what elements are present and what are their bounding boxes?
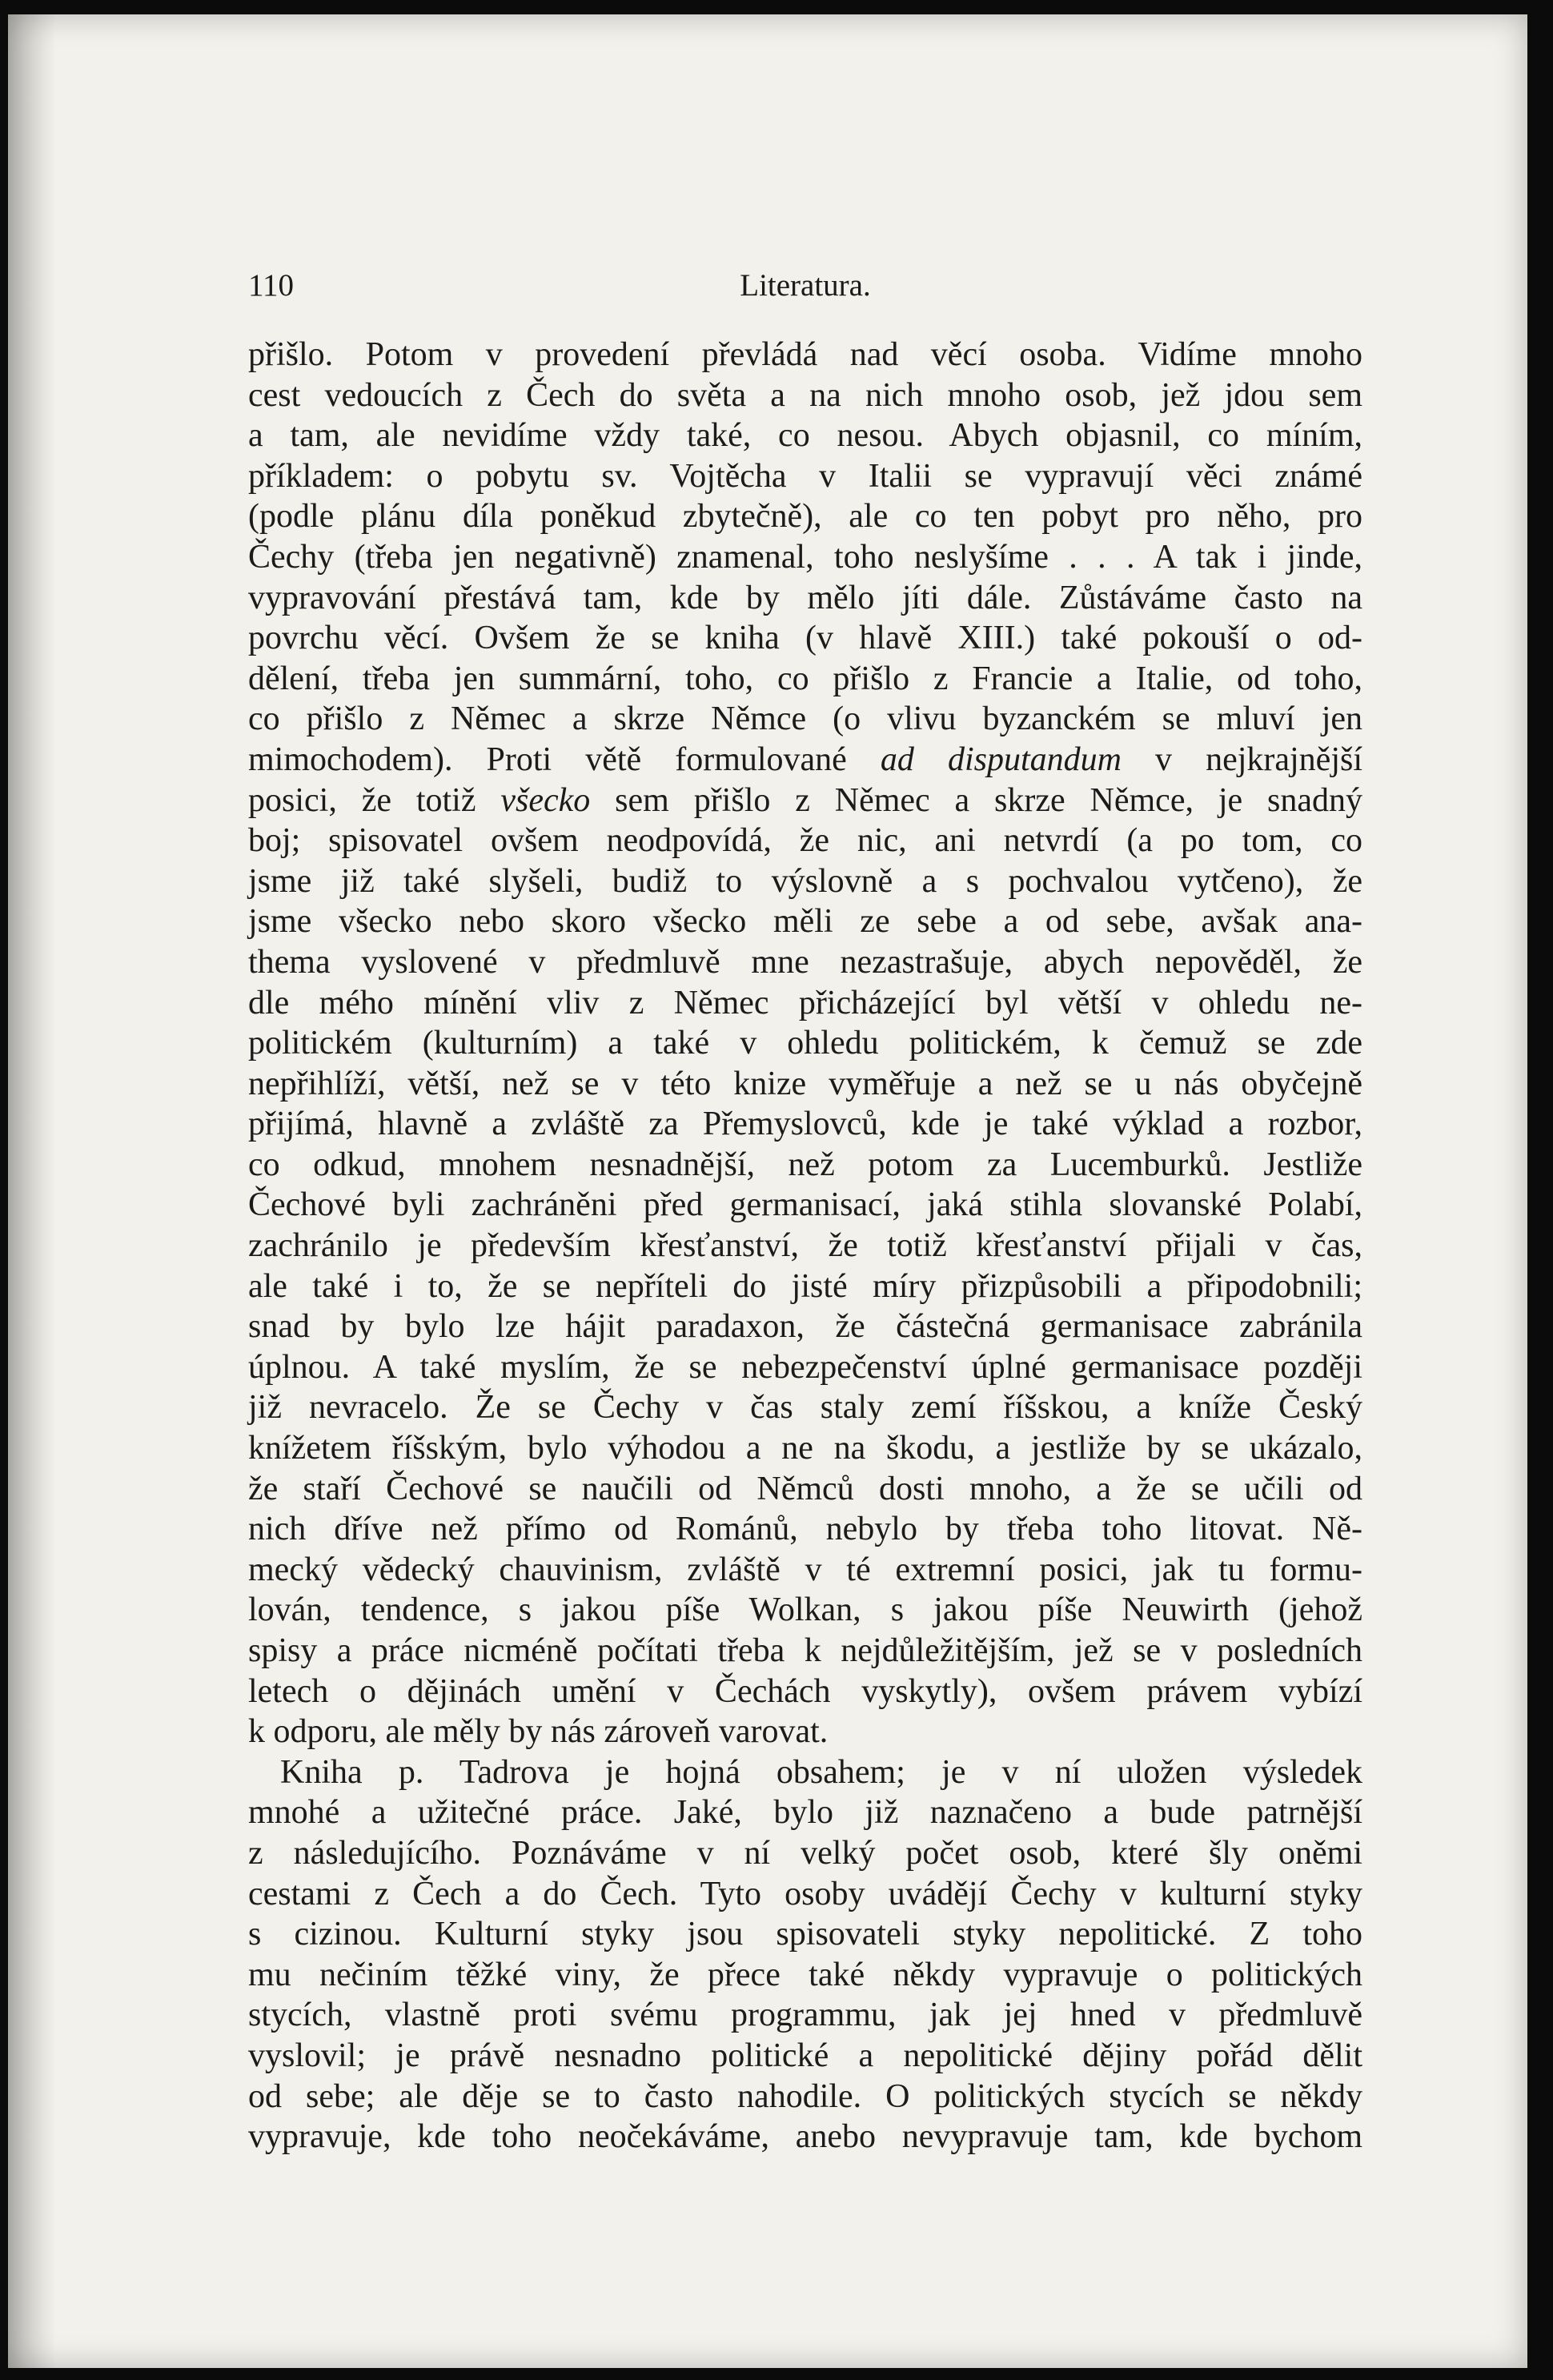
text-line: cest vedoucích z Čech do světa a na nich mnoho osob, jež jdou sem [248,376,1362,414]
body-text [248,335,1362,2157]
text-line: cestami z Čech a do Čech. Tyto osoby uvádějí Čechy v kulturní styky [248,1875,1362,1912]
text-line: ale také i to, že se nepříteli do jisté míry přizpůsobili a připodobnili; [248,1267,1362,1305]
page-number: 110 [248,268,295,303]
text-line: politickém (kulturním) a také v ohledu politickém, k čemuž se zde [248,1025,1362,1062]
text-line: vyslovil; je právě nesnadno politické a nepolitické dějiny pořád dělit [248,2037,1362,2074]
text-line: dle mého mínění vliv z Němec přicházející byl větší v ohledu ne- [248,984,1362,1021]
running-title: Literatura. [740,268,871,303]
text-line: spisy a práce nicméně počítati třeba k nejdůležitějším, jež se v posledních [248,1632,1362,1669]
text-line: (podle plánu díla poněkud zbytečně), ale co ten pobyt pro něho, pro [248,498,1362,536]
text-line: přijímá, hlavně a zvláště za Přemyslovců, kde je také výklad a rozbor, [248,1106,1362,1143]
text-line: jsme již také slyšeli, budiž to výslovně a s pochvalou vytčeno), že [248,862,1362,900]
text-line: již nevracelo. Že se Čechy v čas staly zemí říšskou, a kníže Český [248,1389,1362,1427]
text-line: mu nečiním těžké viny, že přece také někdy vypravuje o politických [248,1956,1362,1993]
text-line: posici, že totiž všecko sem přišlo z Němec a skrze Němce, je snadný [248,781,1362,819]
text-line: povrchu věcí. Ovšem že se kniha (v hlavě XIII.) také pokouší o od- [248,620,1362,657]
text-line: úplnou. A také myslím, že se nebezpečenství úplné germanisace později [248,1348,1362,1386]
running-header [248,267,1362,307]
text-line: zachránilo je především křesťanství, že totiž křesťanství přijali v čas, [248,1227,1362,1265]
page-gutter-shadow [8,14,56,2368]
text-line: co přišlo z Němec a skrze Němce (o vlivu byzanckém se mluví jen [248,700,1362,738]
text-line: co odkud, mnohem nesnadnější, než potom za Lucemburků. Jestliže [248,1146,1362,1183]
italic-phrase: ad disputandum [880,740,1122,778]
text-line: mecký vědecký chauvinism, zvláště v té extremní posici, jak tu formu- [248,1551,1362,1588]
text-line: mnohé a užitečné práce. Jaké, bylo již naznačeno a bude patrnější [248,1794,1362,1832]
text-line: nepřihlíží, větší, než se v této knize vyměřuje a než se u nás obyčejně [248,1065,1362,1102]
text-line: mimochodem). Proti větě formulované ad disputandum v nejkrajnější [248,740,1363,778]
text-line: Čechové byli zachráněni před germanisací, jaká stihla slovanské Polabí, [248,1186,1362,1224]
text-line: vypravování přestává tam, kde by mělo jíti dále. Zůstáváme často na [248,579,1362,616]
text-line: z následujícího. Poznáváme v ní velký počet osob, které šly oněmi [248,1834,1362,1872]
text-line: od sebe; ale děje se to často nahodile. O politických stycích se někdy [248,2077,1362,2115]
text-line: Kniha p. Tadrova je hojná obsahem; je v ní uložen výsledek [280,1753,1362,1791]
italic-phrase: všecko [500,781,591,819]
text-line: thema vyslovené v předmluvě mne nezastrašuje, abych nepověděl, že [248,943,1362,981]
text-line: přišlo. Potom v provedení převládá nad věcí osoba. Vidíme mnoho [248,336,1362,373]
text-line: snad by bylo lze hájit paradaxon, že částečná germanisace zabránila [248,1308,1362,1346]
text-line: Čechy (třeba jen negativně) znamenal, toho neslyšíme . . . A tak i jinde, [248,538,1362,576]
text-line: lován, tendence, s jakou píše Wolkan, s jakou píše Neuwirth (jehož [248,1591,1362,1629]
text-line: že staří Čechové se naučili od Němců dosti mnoho, a že se učili od [248,1470,1362,1507]
text-line: letech o dějinách umění v Čechách vyskytly), ovšem právem vybízí [248,1672,1362,1710]
book-page [8,14,1527,2368]
text-line: vypravuje, kde toho neočekáváme, anebo nevypravuje tam, kde bychom [248,2118,1362,2156]
text-line: jsme všecko nebo skoro všecko měli ze sebe a od sebe, avšak ana- [248,903,1362,941]
text-line: dělení, třeba jen summární, toho, co přišlo z Francie a Italie, od toho, [248,660,1362,697]
text-line: nich dříve než přímo od Románů, nebylo by třeba toho litovat. Ně- [248,1511,1362,1548]
text-line: stycích, vlastně proti svému programmu, jak jej hned v předmluvě [248,1997,1362,2034]
text-line: knížetem říšským, bylo výhodou a ne na škodu, a jestliže by se ukázalo, [248,1430,1362,1467]
text-line: příkladem: o pobytu sv. Vojtěcha v Italii se vypravují věci známé [248,457,1362,495]
text-line: k odporu, ale měly by nás zároveň varovat. [248,1713,829,1751]
text-line: boj; spisovatel ovšem neodpovídá, že nic, ani netvrdí (a po tom, co [248,822,1362,860]
text-line: s cizinou. Kulturní styky jsou spisovateli styky nepolitické. Z toho [248,1916,1362,1953]
text-line: a tam, ale nevidíme vždy také, co nesou. Abych objasnil, co míním, [248,417,1362,455]
